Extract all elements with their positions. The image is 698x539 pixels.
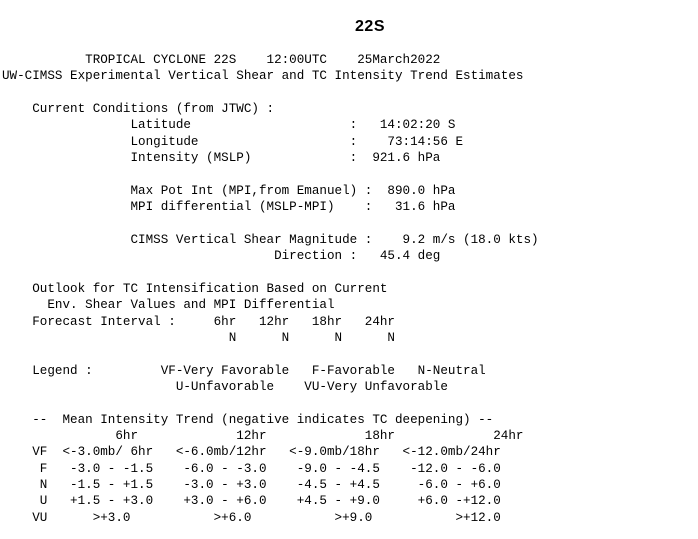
trend-columns-header: 6hr 12hr 18hr 24hr — [2, 428, 524, 443]
shear-direction-row: Direction : 45.4 deg — [2, 249, 441, 264]
report-header-line2: UW-CIMSS Experimental Vertical Shear and TC Intensity Trend Estimates — [2, 69, 524, 84]
trend-heading: -- Mean Intensity Trend (negative indicates TC deepening) -- — [2, 412, 494, 427]
trend-row-u: U +1.5 - +3.0 +3.0 - +6.0 +4.5 - +9.0 +6.0 -+12.0 — [2, 494, 501, 509]
max-pot-int-row: Max Pot Int (MPI,from Emanuel) : 890.0 hPa — [2, 183, 456, 198]
current-conditions-heading: Current Conditions (from JTWC) : — [2, 102, 275, 117]
longitude-row: Longitude : 73:14:56 E — [2, 134, 464, 149]
intensity-row: Intensity (MSLP) : 921.6 hPa — [2, 151, 441, 166]
page-title: 22S — [355, 18, 385, 35]
latitude-row: Latitude : 14:02:20 S — [2, 118, 456, 133]
shear-magnitude-row: CIMSS Vertical Shear Magnitude : 9.2 m/s (18.0 kts) — [2, 232, 539, 247]
trend-row-n: N -1.5 - +1.5 -3.0 - +3.0 -4.5 - +4.5 -6.0 - +6.0 — [2, 477, 501, 492]
trend-row-f: F -3.0 - -1.5 -6.0 - -3.0 -9.0 - -4.5 -12.0 - -6.0 — [2, 461, 501, 476]
legend-line1: Legend : VF-Very Favorable F-Favorable N-Neutral — [2, 363, 486, 378]
forecast-interval-row: Forecast Interval : 6hr 12hr 18hr 24hr — [2, 314, 395, 329]
trend-row-vf: VF <-3.0mb/ 6hr <-6.0mb/12hr <-9.0mb/18hr <-12.0mb/24hr — [2, 445, 501, 460]
outlook-heading-line2: Env. Shear Values and MPI Differential — [2, 298, 335, 313]
mpi-differential-row: MPI differential (MSLP-MPI) : 31.6 hPa — [2, 200, 456, 215]
forecast-values-row: N N N N — [2, 330, 395, 345]
outlook-heading-line1: Outlook for TC Intensification Based on Current — [2, 281, 388, 296]
legend-line2: U-Unfavorable VU-Very Unfavorable — [2, 379, 448, 394]
shear-intensity-report — [2, 52, 539, 526]
trend-row-vu: VU >+3.0 >+6.0 >+9.0 >+12.0 — [2, 510, 501, 525]
report-header-line1: TROPICAL CYCLONE 22S 12:00UTC 25March2022 — [2, 53, 441, 67]
